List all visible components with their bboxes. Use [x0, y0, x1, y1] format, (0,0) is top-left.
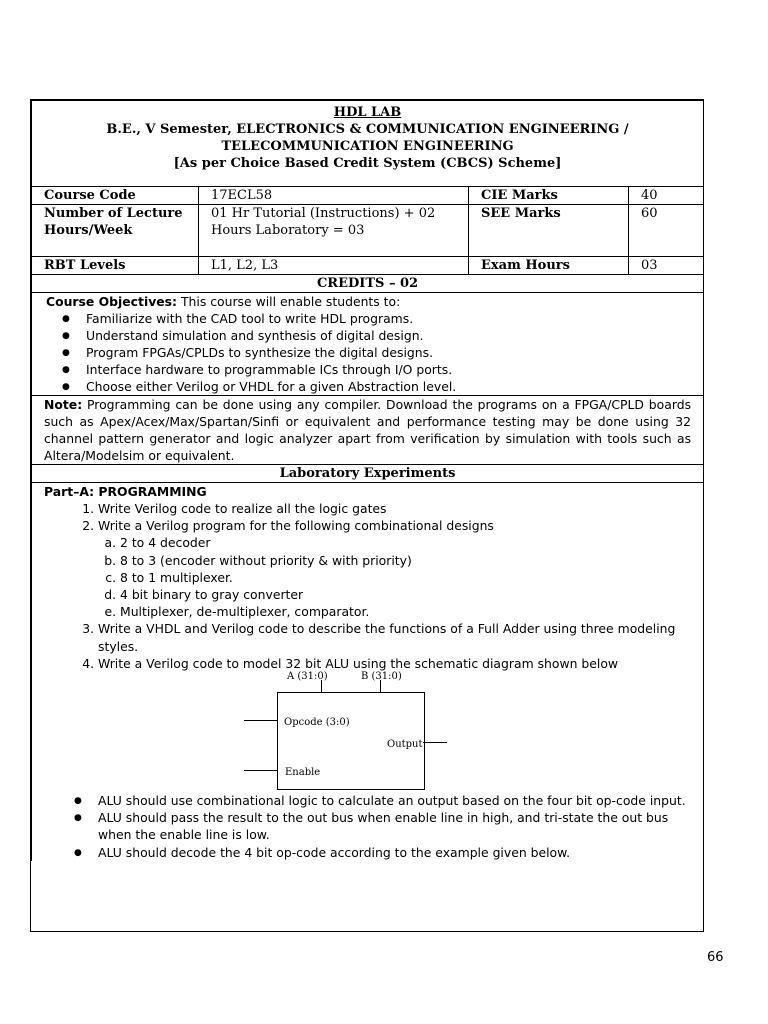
experiment-list: [44, 500, 703, 672]
experiment-text: Write Verilog code to realize all the logic gates: [98, 501, 387, 516]
syllabus-table: [31, 100, 704, 861]
course-code-label: Course Code: [32, 187, 199, 205]
objective-item: ● Choose either Verilog or VHDL for a given Abstraction level.: [86, 378, 691, 395]
note-text: Programming can be done using any compiler. Download the programs on a FPGA/CPLD boards such as Apex/Acex/Max/Spartan/Sinfi or equivalent and performance testing may be done using 32 channel pattern generator and logic analyzer apart from verification by simulation with tools such as Altera/Modelsim or equivalent.: [44, 397, 692, 463]
wire-output: [423, 742, 447, 743]
enable-label: Enable: [285, 767, 321, 779]
objectives-intro: This course will enable students to:: [177, 294, 401, 309]
alu-schematic: [44, 672, 716, 792]
combinational-designs-list: [98, 534, 703, 620]
experiment-text: Write a Verilog program for the following combinational designs: [98, 518, 494, 534]
header-line-3: TELECOMMUNICATION ENGINEERING: [221, 139, 514, 154]
alu-requirements-list: [44, 792, 703, 861]
experiment-item: [98, 517, 703, 620]
design-item: e. Multiplexer, de-multiplexer, comparator.: [120, 603, 703, 620]
lecture-hours-label: Number of Lecture Hours/Week: [32, 205, 199, 257]
wire-opcode: [244, 720, 277, 721]
course-code-value: 17ECL58: [199, 187, 469, 205]
output-label: Output: [387, 739, 423, 751]
page-number: 66: [707, 950, 724, 965]
course-header: [32, 101, 704, 187]
alu-requirement: ● ALU should pass the result to the out bus when enable line in high, and tri-state the out bus when the enable line is low.: [98, 809, 703, 843]
see-marks-value: 60: [629, 205, 704, 257]
note-block: [32, 396, 704, 465]
wire-enable: [244, 770, 277, 771]
objective-item: ● Interface hardware to programmable ICs through I/O ports.: [86, 361, 691, 378]
see-marks-label: SEE Marks: [469, 205, 629, 257]
input-b-label: B (31:0): [361, 671, 402, 683]
experiment-item: [98, 620, 703, 654]
cie-marks-label: CIE Marks: [469, 187, 629, 205]
header-line-2: B.E., V Semester, ELECTRONICS & COMMUNICATION ENGINEERING /: [106, 122, 629, 137]
opcode-label: Opcode (3:0): [284, 717, 350, 729]
lab-experiments: [32, 483, 704, 861]
header-line-1: HDL LAB: [333, 105, 402, 120]
alu-requirement: ● ALU should use combinational logic to calculate an output based on the four bit op-code input.: [98, 792, 703, 809]
lecture-hours-value: 01 Hr Tutorial (Instructions) + 02 Hours Laboratory = 03: [199, 205, 469, 257]
exam-hours-value: 03: [629, 257, 704, 275]
objectives-label: Course Objectives:: [46, 294, 178, 309]
rbt-levels-value: L1, L2, L3: [199, 257, 469, 275]
syllabus-frame: [30, 99, 704, 932]
exam-hours-label: Exam Hours: [469, 257, 629, 275]
objective-item: ● Program FPGAs/CPLDs to synthesize the digital designs.: [86, 344, 691, 361]
part-a-heading: Part–A: PROGRAMMING: [44, 484, 207, 499]
design-item: a. 2 to 4 decoder: [120, 534, 703, 551]
cie-marks-value: 40: [629, 187, 704, 205]
input-a-label: A (31:0): [287, 671, 328, 683]
objectives-list: [46, 310, 691, 395]
course-objectives: [32, 293, 704, 396]
experiment-text: Write a VHDL and Verilog code to describe the functions of a Full Adder using three modeling styles.: [98, 621, 676, 654]
experiment-text: Write a Verilog code to model 32 bit ALU using the schematic diagram shown below: [98, 655, 619, 671]
rbt-levels-label: RBT Levels: [32, 257, 199, 275]
alu-requirement: ● ALU should decode the 4 bit op-code according to the example given below.: [98, 844, 703, 861]
objective-item: ● Understand simulation and synthesis of digital design.: [86, 327, 691, 344]
lab-experiments-title: Laboratory Experiments: [32, 465, 704, 483]
experiment-item: [98, 500, 703, 517]
objective-item: ● Familiarize with the CAD tool to write HDL programs.: [86, 310, 691, 327]
design-item: b. 8 to 3 (encoder without priority & with priority): [120, 552, 703, 569]
header-line-4: [As per Choice Based Credit System (CBCS) Scheme]: [173, 156, 562, 171]
design-item: c. 8 to 1 multiplexer.: [120, 569, 703, 586]
credits: CREDITS – 02: [32, 275, 704, 293]
design-item: d. 4 bit binary to gray converter: [120, 586, 703, 603]
note-label: Note:: [44, 397, 83, 412]
